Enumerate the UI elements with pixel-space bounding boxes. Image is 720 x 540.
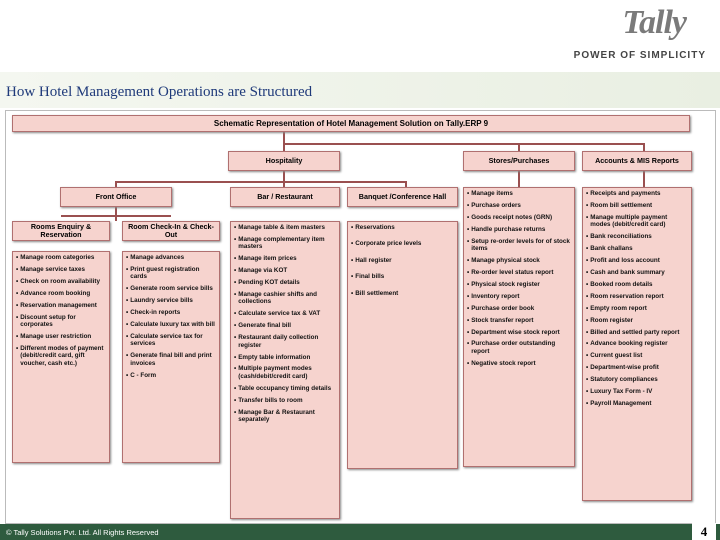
stores-list [463, 187, 575, 467]
list-item: • Calculate service tax for services [126, 332, 203, 348]
list-item: • Department wise stock report [467, 328, 560, 336]
connector-line [518, 143, 520, 151]
front-office-label: Front Office [95, 191, 137, 201]
room-checkin-box [122, 221, 220, 241]
banquet-list [347, 221, 458, 469]
list-item: • Inventory report [467, 292, 520, 300]
list-item: • Purchase order book [467, 304, 535, 312]
list-item: • Advance booking register [586, 340, 668, 348]
connector-line [283, 143, 645, 145]
list-item: • Manage items [467, 190, 513, 197]
bar-restaurant-label: Bar / Restaurant [257, 191, 313, 201]
list-item: • Reservations [351, 224, 395, 231]
list-item: • Final bills [351, 273, 385, 281]
bar-restaurant-box [230, 187, 340, 207]
list-item: • Discount setup for corporates [16, 313, 76, 329]
accounts-label: Accounts & MIS Reports [595, 155, 679, 165]
list-item: • Laundry service bills [126, 297, 193, 305]
connector-line [115, 207, 117, 221]
root-box [12, 115, 690, 132]
list-item: • Reservation management [16, 301, 97, 309]
list-item: • Luxury Tax Form - IV [586, 388, 653, 396]
hospitality-label: Hospitality [265, 155, 303, 165]
list-item: • Room bill settlement [586, 201, 653, 209]
list-item: • Manage complementary item masters [234, 235, 325, 251]
list-item: • Manage room categories [16, 254, 95, 261]
stores-box [463, 151, 575, 171]
connector-line [115, 181, 407, 183]
banquet-label: Banquet /Conference Hall [358, 191, 447, 201]
list-item: • Restaurant daily collection register [234, 334, 319, 349]
list-item: • Purchase orders [467, 201, 521, 209]
list-item: • Check on room availability [16, 277, 101, 285]
accounts-box [582, 151, 692, 171]
list-item: • Manage advances [126, 254, 185, 261]
list-item: • Profit and loss account [586, 257, 660, 265]
bar-restaurant-list [230, 221, 340, 519]
list-item: • Manage multiple payment modes (debit/credit card) [586, 213, 668, 229]
list-item: • Pending KOT details [234, 279, 300, 287]
list-item: • Handle purchase returns [467, 225, 546, 233]
list-item: • Re-order level status report [467, 268, 554, 276]
rooms-enquiry-list [12, 251, 110, 463]
list-item: • Manage cashier shifts and collections [234, 291, 317, 306]
list-item: • Manage item prices [234, 255, 297, 263]
list-item: • Empty table information [234, 353, 311, 361]
hospitality-box [228, 151, 340, 171]
list-item: • Advance room booking [16, 289, 91, 297]
room-checkin-label: Room Check-In & Check-Out [128, 221, 214, 239]
room-checkin-list [122, 251, 220, 463]
list-item: • Goods receipt notes (GRN) [467, 213, 553, 221]
list-item: • Calculate service tax & VAT [234, 310, 321, 318]
connector-line [643, 171, 645, 187]
list-item: • Room reservation report [586, 292, 664, 300]
list-item: • Physical stock register [467, 280, 540, 288]
list-item: • Department-wise profit [586, 364, 659, 372]
list-item: • Manage service taxes [16, 265, 85, 273]
list-item: • Booked room details [586, 280, 653, 288]
list-item: • Hall register [351, 256, 392, 264]
list-item: • Negative stock report [467, 359, 536, 367]
list-item: • Generate final bill and print invoices [126, 352, 212, 367]
list-item: • Bill settlement [351, 289, 399, 297]
page-number: 4 [692, 523, 716, 540]
list-item: • Bank reconciliations [586, 233, 652, 241]
list-item: • Receipts and payments [586, 190, 661, 197]
logo-tagline: POWER OF SIMPLICITY [573, 50, 706, 61]
list-item: • Stock transfer report [467, 316, 534, 324]
list-item: • Table occupancy timing details [234, 384, 332, 392]
copyright-text: © Tally Solutions Pvt. Ltd. All Rights Reserved [6, 528, 159, 537]
list-item: • C - Form [126, 371, 157, 379]
list-item: • Print guest registration cards [126, 265, 200, 281]
list-item: • Billed and settled party report [586, 328, 680, 336]
list-item: • Cash and bank summary [586, 268, 665, 276]
stores-label: Stores/Purchases [488, 155, 550, 165]
schematic-diagram [5, 110, 716, 524]
connector-line [283, 171, 285, 187]
list-item: • Empty room report [586, 304, 647, 312]
list-item: • Purchase order outstanding report [467, 340, 556, 355]
list-item: • Multiple payment modes (cash/debit/credit card) [234, 365, 312, 380]
list-item: • Generate final bill [234, 322, 292, 330]
slide-title: How Hotel Management Operations are Structured [6, 84, 313, 100]
rooms-enquiry-box [12, 221, 110, 241]
rooms-enquiry-label: Rooms Enquiry & Reservation [30, 221, 92, 239]
list-item: • Current guest list [586, 352, 643, 360]
list-item: • Manage table & item masters [234, 224, 326, 231]
front-office-box [60, 187, 172, 207]
connector-line [283, 131, 285, 151]
tally-logo: Tally [622, 4, 686, 41]
list-item: • Payroll Management [586, 400, 652, 408]
list-item: • Check-in reports [126, 309, 181, 317]
list-item: • Generate room service bills [126, 285, 213, 293]
list-item: • Setup re-order levels for of stock items [467, 237, 570, 253]
accounts-list [582, 187, 692, 501]
list-item: • Bank challans [586, 245, 633, 253]
list-item: • Transfer bills to room [234, 396, 303, 404]
list-item: • Manage Bar & Restaurant separately [234, 408, 315, 424]
list-item: • Statutory compliances [586, 376, 658, 384]
list-item: • Manage user restriction [16, 332, 92, 340]
connector-line [643, 143, 645, 151]
list-item: • Manage via KOT [234, 267, 288, 275]
list-item: • Different modes of payment (debit/credit card, gift voucher, cash etc.) [16, 344, 104, 367]
connector-line [518, 171, 520, 187]
root-title: Schematic Representation of Hotel Management Solution on Tally.ERP 9 [213, 118, 489, 128]
banquet-box [347, 187, 458, 207]
list-item: • Manage physical stock [467, 257, 540, 265]
connector-line [61, 215, 171, 217]
list-item: • Calculate luxury tax with bill [126, 321, 215, 329]
list-item: • Corporate price levels [351, 240, 422, 248]
list-item: • Room register [586, 316, 633, 324]
